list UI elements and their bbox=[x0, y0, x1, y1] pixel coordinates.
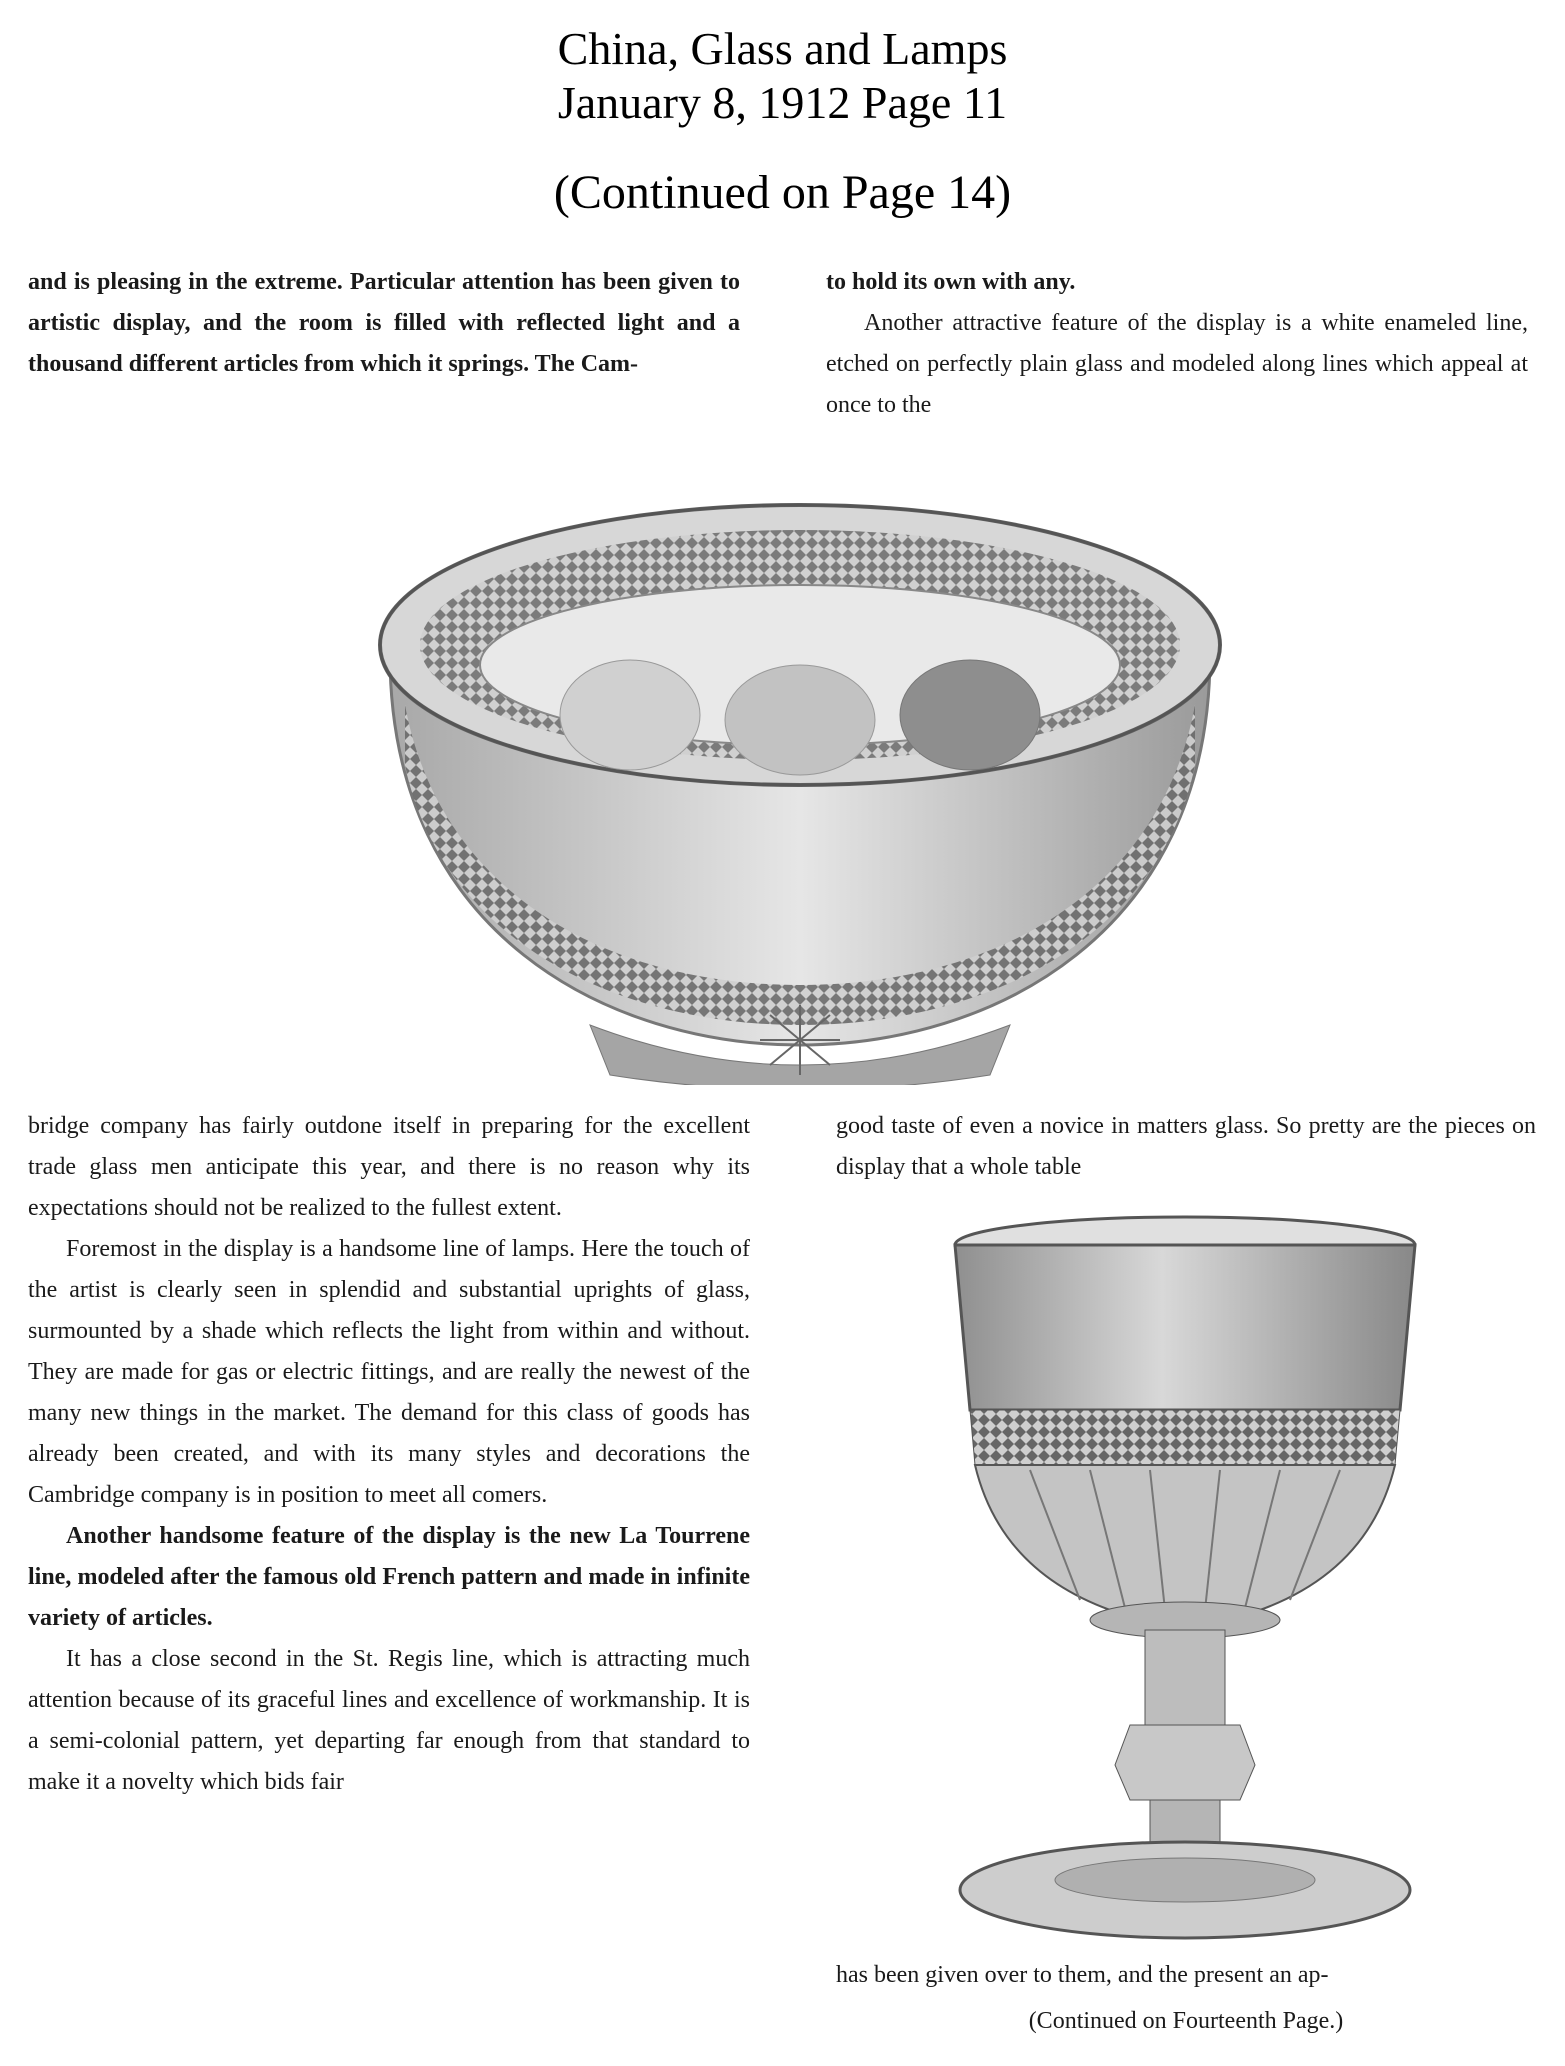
paragraph: has been given over to them, and the present an ap- bbox=[836, 1962, 1329, 1988]
continued-note-bottom: (Continued on Fourteenth Page.) bbox=[1028, 2008, 1344, 2034]
article-column-bottom-left bbox=[28, 1106, 750, 1803]
bowl-illustration bbox=[350, 465, 1250, 1085]
article-column-bottom-right-end bbox=[836, 1955, 1536, 1996]
cut-glass-goblet-icon bbox=[930, 1210, 1440, 1950]
paragraph: to hold its own with any. bbox=[826, 269, 1076, 295]
paragraph: Foremost in the display is a handsome line of lamps. Here the touch of the artist is clearly seen in splendid and substantial uprights of glass, surmounted by a shade which reflects the light from within and without. They are made for gas or electric fittings, and are really the newest of the many new things in the market. The demand for this class of goods has already been created, and with its many styles and decorations the Cambridge company is in position to meet all comers. bbox=[28, 1236, 750, 1508]
cut-glass-bowl-icon bbox=[350, 465, 1250, 1085]
paragraph: good taste of even a novice in matters glass. So pretty are the pieces on display that a whole table bbox=[836, 1113, 1536, 1180]
article-column-bottom-right bbox=[836, 1106, 1536, 1188]
paragraph: It has a close second in the St. Regis line, which is attracting much attention because of its graceful lines and excellence of workmanship. It is a semi-colonial pattern, yet departing far enough from that standard to make it a novelty which bids fair bbox=[28, 1646, 750, 1795]
paragraph: Another attractive feature of the display is a white enameled line, etched on perfectly plain glass and modeled along lines which appeal at once to the bbox=[826, 310, 1528, 418]
article-column-top-right bbox=[826, 262, 1528, 426]
continued-note-top: (Continued on Page 14) bbox=[553, 166, 1012, 219]
goblet-illustration bbox=[930, 1210, 1440, 1950]
paragraph: bridge company has fairly outdone itself in preparing for the excellent trade glass men anticipate this year, and there is no reason why its expectations should not be realized to the fullest extent. bbox=[28, 1113, 750, 1221]
publication-title: China, Glass and Lamps bbox=[557, 23, 1008, 74]
paragraph: Another handsome feature of the display is the new La Tourrene line, modeled after the famous old French pattern and made in infinite variety of articles. bbox=[28, 1523, 750, 1631]
paragraph: and is pleasing in the extreme. Particular attention has been given to artistic display, and the room is filled with reflected light and a thousand different articles from which it springs. The Cam- bbox=[28, 269, 740, 377]
article-column-top-left bbox=[28, 262, 740, 385]
page-header bbox=[0, 22, 1565, 220]
publication-date-page: January 8, 1912 Page 11 bbox=[557, 77, 1008, 128]
